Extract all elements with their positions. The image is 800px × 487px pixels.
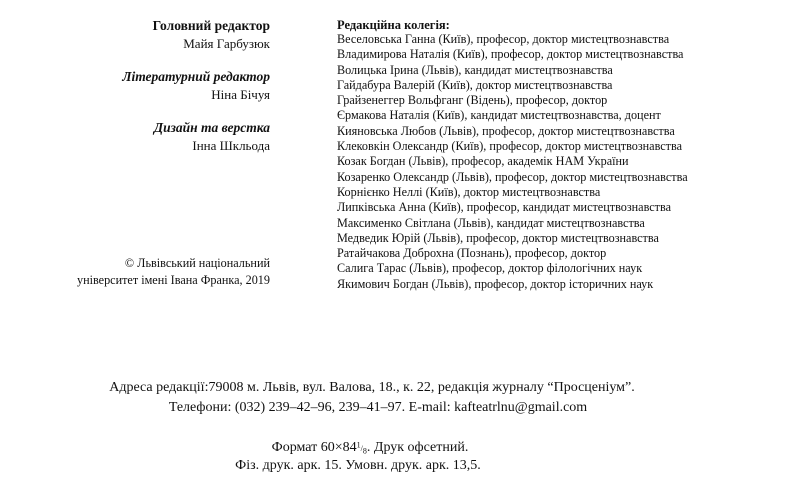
editorial-board (337, 18, 688, 292)
board-member: Волицька Ірина (Львів), кандидат мистецтвознавства (337, 62, 613, 77)
format-fraction: 1/8 (356, 440, 367, 456)
editorial-address: Адреса редакції:79008 м. Львів, вул. Валова, 18., к. 22, редакція журналу “Просценіум”. (109, 380, 635, 395)
board-member: Корнієнко Неллі (Київ), доктор мистецтвознавства (337, 184, 601, 199)
literary-editor-title: Літературний редактор (122, 69, 270, 84)
format-fraction-denominator: 8 (362, 446, 367, 456)
format-fraction-numerator: 1 (356, 440, 361, 450)
board-member: Клековкін Олександр (Київ), професор, доктор мистецтвознавства (337, 139, 683, 154)
board-member: Грайзенеггер Вольфганг (Відень), професор, доктор (337, 93, 608, 108)
board-member: Якимович Богдан (Львів), професор, доктор історичних наук (337, 276, 654, 291)
design-layout-title: Дизайн та верстка (153, 120, 270, 135)
editorial-board-title: Редакційна колегія: (337, 18, 450, 32)
format-prefix: Формат 60×84 (271, 440, 357, 455)
board-member: Салига Тарас (Львів), професор, доктор філологічних наук (337, 261, 643, 276)
board-member: Єрмакова Наталія (Київ), кандидат мистецтвознавства, доцент (337, 108, 661, 123)
board-member: Козак Богдан (Львів), професор, академік НАМ України (337, 154, 629, 169)
board-member: Липківська Анна (Київ), професор, кандидат мистецтвознавства (337, 200, 671, 215)
editorial-contacts: Телефони: (032) 239–42–96, 239–41–97. E-mail: kafteatrlnu@gmail.com (168, 400, 588, 415)
copyright-line: університет імені Івана Франка, 2019 (76, 273, 270, 287)
board-member: Гайдабура Валерій (Київ), доктор мистецтвознавства (337, 77, 613, 92)
print-sheets: Фіз. друк. арк. 15. Умовн. друк. арк. 13,5. (235, 458, 481, 473)
board-member: Владимирова Наталія (Київ), професор, доктор мистецтвознавства (337, 47, 684, 62)
chief-editor-title: Головний редактор (152, 18, 270, 33)
chief-editor-name: Майя Гарбузюк (183, 36, 270, 51)
board-member: Ратайчакова Доброхна (Познань), професор, доктор (337, 246, 607, 261)
board-member: Козаренко Олександр (Львів), професор, доктор мистецтвознавства (337, 169, 688, 184)
copyright-notice (77, 255, 270, 289)
print-format (0, 440, 770, 456)
format-suffix: . Друк офсетний. (366, 440, 469, 455)
board-member: Максименко Світлана (Львів), кандидат мистецтвознавства (337, 215, 645, 230)
board-member: Веселовська Ганна (Київ), професор, доктор мистецтвознавства (337, 32, 670, 46)
literary-editor-name: Ніна Бічуя (211, 87, 270, 102)
board-member: Кияновська Любов (Львів), професор, доктор мистецтвознавства (337, 123, 675, 138)
design-layout-name: Інна Шкльода (192, 138, 270, 153)
copyright-line: © Львівський національний (124, 256, 270, 270)
board-member: Медведик Юрій (Львів), професор, доктор мистецтвознавства (337, 230, 659, 245)
